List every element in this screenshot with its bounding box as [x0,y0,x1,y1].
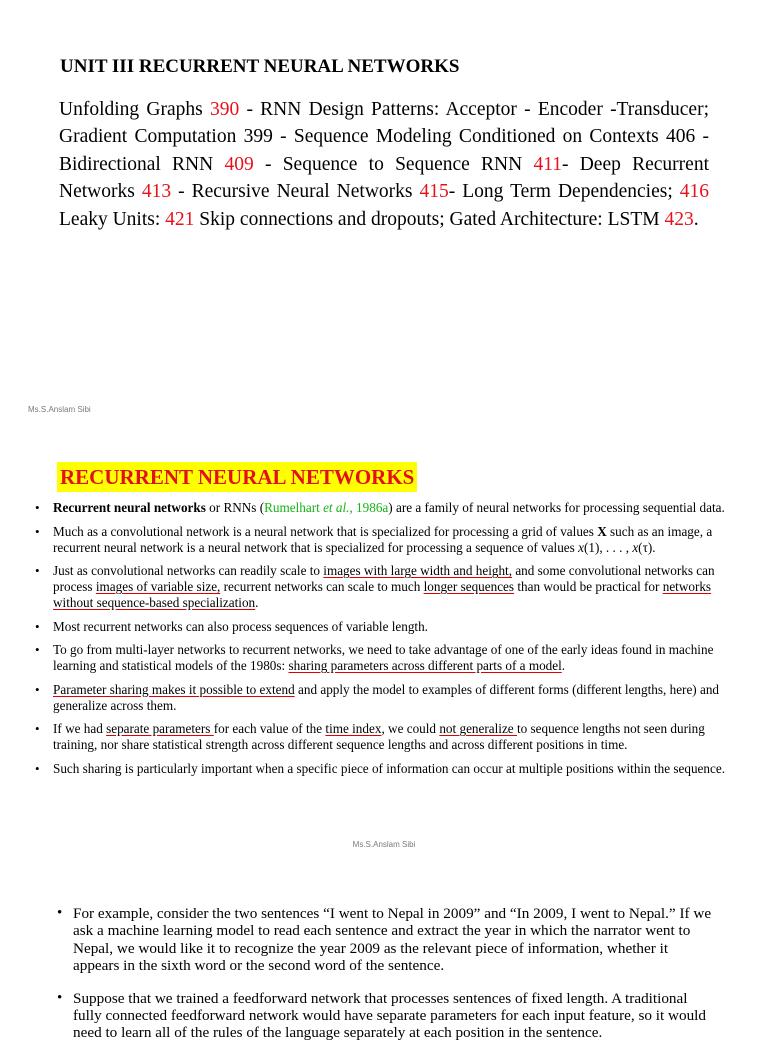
text-run: Recurrent neural networks [53,500,206,515]
text-run: Skip connections and dropouts; Gated Architecture: LSTM [194,208,665,230]
text-run: and apply the model to examples of different forms (different lengths, here) and generalize across them. [53,681,720,713]
underlined-text: longer sequences [423,579,515,594]
underlined-text: networks without sequence-based specialization [53,579,712,610]
page-number: 416 [679,181,710,203]
text-run: - Recursive Neural Networks [171,181,420,203]
slide-2-bullet [0,619,768,635]
page-number: 409 [224,153,254,175]
slide-1-body [59,96,709,233]
text-run: than would be practical for [514,579,663,594]
slide-3 [0,857,768,1042]
text-run: . [561,658,566,673]
page-number: 421 [165,208,195,230]
slide-3-bullet-list [0,905,768,1057]
text-run: recurrent networks can scale to much [220,579,424,594]
text-run: ) are a family of neural networks for processing sequential data. [388,500,725,515]
slide-1-title: UNIT III RECURRENT NEURAL NETWORKS [60,56,460,77]
underlined-text: time index [325,721,382,736]
page-number: 415 [419,181,449,203]
text-run: Most recurrent networks can also process sequences of variable length. [53,618,428,634]
underlined-text: Parameter sharing makes it possible to extend [53,681,295,697]
slide-2-bullet [0,761,768,777]
page-number: 413 [141,181,172,203]
text-run: - Deep Recurrent Networks [59,153,709,203]
slide-2-bullet [0,721,768,753]
underlined-text: sharing parameters across different parts of a model [288,658,562,673]
slide-2-bullet [0,500,768,516]
slide-3-bullet: • Suppose that we trained a feedforward network that processes sentences of fixed length. A traditional fully connected feedforward network would have separate parameters for each input feature, so it would need to learn all of the rules of the language separately at each position in the sentence. [0,990,768,1042]
slide-2-bullet-list [0,500,768,784]
slide-1 [0,0,768,425]
text-run: for each value of the [213,721,326,736]
text-run: - Sequence to Sequence RNN [253,153,534,175]
slide-2-title: RECURRENT NEURAL NETWORKS [57,462,417,492]
slide-2-bullet [0,642,768,674]
slide-2-bullet [0,682,768,714]
text-run: - Long Term Dependencies; [448,181,680,203]
text-run: Such sharing is particularly important when a specific piece of information can occur at multiple positions within the sequence. [53,760,726,776]
text-run: To go from multi-layer networks to recurrent networks, we need to take advantage of one of the early ideas found in machine learning and statistical models of the 1980s: [53,642,714,673]
slide-3-bullet: • For example, consider the two sentences “I went to Nepal in 2009” and “In 2009, I went to Nepal.” If we ask a machine learning model to read each sentence and extract the year in which the narrator went to Nepal, we would like it to recognize the year 2009 as the relevant piece of information, whether it appears in the sixth word or the second word of the sentence. [0,905,768,975]
underlined-text: images with large width and height, [323,563,513,578]
underlined-text: not generalize [439,721,517,736]
slide-2-bullet [0,524,768,556]
text-run: Just as convolutional networks can readily scale to [53,563,324,578]
text-run: 1986a [356,500,389,515]
text-run: Unfolding Graphs [59,99,210,120]
text-run: such as an image, a recurrent neural network is a neural network that is specialized for processing a sequence of values [53,523,713,555]
text-run: x [632,539,639,555]
page-number: 423 [664,208,694,230]
slide-2 [0,425,768,857]
text-run: Leaky Units: [59,208,166,230]
text-run: If we had [53,721,107,736]
text-run: . [255,595,259,610]
text-run: , we could [381,721,440,736]
text-run: or RNNs ( [205,500,265,515]
text-run: and some convolutional networks can process [53,563,715,594]
text-run: - RNN Design Patterns: Acceptor - Encoder -Transducer; Gradient Computation 399 - Sequence Modeling Conditioned on Contexts 406 - Bidirectional RNN [59,99,709,175]
text-run: Much as a convolutional network is a neural network that is specialized for processing a grid of values [53,523,598,539]
text-run: (1), . . . , [583,539,633,555]
slide-2-bullet [0,563,768,611]
slide-2-footer: Ms.S.Anslam Sibi [352,840,416,849]
text-run: x [578,539,584,555]
underlined-text: separate parameters [106,721,214,736]
text-run: (τ). [638,539,656,555]
underlined-text: images of variable size, [95,579,221,594]
text-run: et al. [323,500,350,515]
page-number: 411 [533,153,562,175]
page-number: 390 [209,99,240,120]
text-run: , [349,500,357,515]
text-run: Rumelhart [264,500,324,515]
slide-1-footer: Ms.S.Anslam Sibi [28,405,91,414]
text-run: X [597,523,607,539]
text-run: . [693,208,699,230]
text-run: to sequence lengths not seen during training, nor share statistical strength across different sequence lengths and across different positions in time. [53,721,705,752]
